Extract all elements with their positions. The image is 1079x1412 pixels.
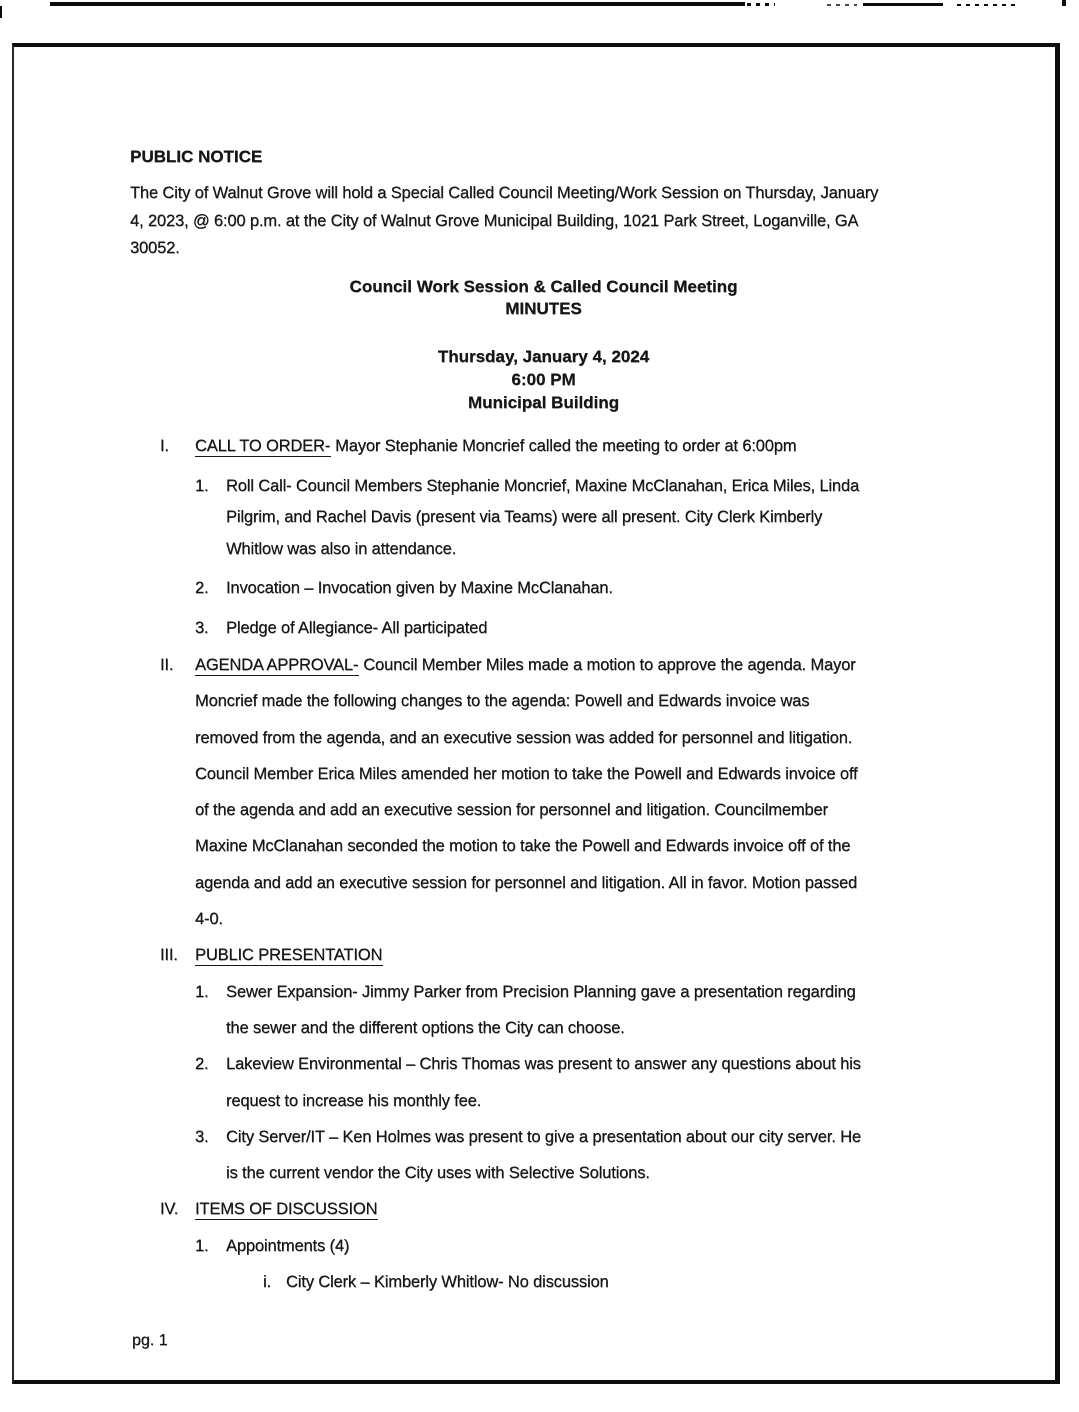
scan-artifact <box>827 4 857 6</box>
item-marker: 1. <box>195 1236 209 1255</box>
scan-artifact <box>1062 0 1066 6</box>
item-text <box>226 471 957 566</box>
item-line: Pilgrim, and Rachel Davis (present via Teams) were all present. City Clerk Kimberly <box>226 508 823 526</box>
notice-line: 30052. <box>130 239 180 257</box>
section-heading: ITEMS OF DISCUSSION <box>195 1200 378 1219</box>
item-line: Roll Call- Council Members Stephanie Moncrief, Maxine McClanahan, Erica Miles, Linda <box>226 476 860 495</box>
item-text <box>226 1228 957 1301</box>
section-body <box>195 937 957 1191</box>
section-heading-text: Mayor Stephanie Moncrief called the meeting to order at 6:00pm <box>335 436 797 455</box>
item-text <box>226 613 957 645</box>
item-line: City Server/IT – Ken Holmes was present to give a presentation about our city server. He <box>226 1127 861 1146</box>
section <box>130 647 957 937</box>
section-heading-text: Council Member Miles made a motion to approve the agenda. Mayor <box>363 656 856 674</box>
section <box>130 435 957 645</box>
list-item <box>195 1046 957 1119</box>
section-numeral: II. <box>160 656 174 674</box>
document-page <box>12 43 1060 1384</box>
item-line: Appointments (4) <box>226 1236 350 1255</box>
item-marker: 1. <box>195 982 209 1001</box>
item-marker: 3. <box>195 1127 209 1146</box>
section-heading-line <box>195 647 957 683</box>
item-line: request to increase his monthly fee. <box>226 1091 482 1110</box>
meeting-datetime <box>130 345 957 414</box>
scan-artifact <box>863 3 943 6</box>
section-heading-line <box>195 435 957 457</box>
section-heading-line <box>195 1191 957 1227</box>
section-numeral: III. <box>160 946 178 965</box>
section <box>130 1191 957 1300</box>
item-text <box>226 974 957 1047</box>
sections <box>130 435 957 1301</box>
section-numeral: IV. <box>160 1200 179 1219</box>
item-marker: 1. <box>195 476 209 495</box>
section-body <box>195 435 957 645</box>
meeting-location: Municipal Building <box>467 392 620 412</box>
section-body <box>195 1191 957 1300</box>
item-line: the sewer and the different options the City can choose. <box>226 1018 625 1037</box>
paragraph-line: Maxine McClanahan seconded the motion to take the Powell and Edwards invoice off of the <box>195 837 851 856</box>
item-line: Whitlow was also in attendance. <box>226 539 457 558</box>
list-item <box>195 613 957 645</box>
paragraph-line: Council Member Erica Miles amended her motion to take the Powell and Edwards invoice off <box>195 764 858 783</box>
item-marker: 2. <box>195 579 209 597</box>
scan-artifact <box>957 4 1017 6</box>
item-marker: 2. <box>195 1055 209 1074</box>
section-heading: CALL TO ORDER- <box>195 436 331 455</box>
subitem-text <box>286 1264 957 1300</box>
document-title-line: MINUTES <box>505 299 582 318</box>
section-heading: PUBLIC PRESENTATION <box>195 946 383 965</box>
subitem-line: City Clerk – Kimberly Whitlow- No discussion <box>286 1273 609 1292</box>
meeting-time: 6:00 PM <box>511 369 576 389</box>
list-item <box>195 1119 957 1192</box>
public-notice-heading: PUBLIC NOTICE <box>130 147 263 166</box>
item-marker: 3. <box>195 618 209 637</box>
list-item <box>195 974 957 1047</box>
section-heading: AGENDA APPROVAL- <box>195 656 359 674</box>
subitem-marker: i. <box>263 1273 271 1292</box>
scan-artifact <box>0 6 2 18</box>
notice-paragraph <box>130 180 957 263</box>
item-text <box>226 1046 957 1119</box>
section <box>130 937 957 1191</box>
notice-line: The City of Walnut Grove will hold a Special Called Council Meeting/Work Session on Thursday, January <box>130 184 879 202</box>
page-number: pg. 1 <box>132 1332 168 1349</box>
paragraph-line: Moncrief made the following changes to the agenda: Powell and Edwards invoice was <box>195 692 810 711</box>
item-text <box>226 1119 957 1192</box>
notice-line: 4, 2023, @ 6:00 p.m. at the City of Walnut Grove Municipal Building, 1021 Park Street, Loganville, GA <box>130 211 859 230</box>
item-line: Lakeview Environmental – Chris Thomas was present to answer any questions about his <box>226 1055 861 1074</box>
item-line: Pledge of Allegiance- All participated <box>226 618 488 637</box>
sub-item <box>263 1264 957 1300</box>
paragraph-line: 4-0. <box>195 910 223 929</box>
paragraph-line: agenda and add an executive session for personnel and litigation. All in favor. Motion passed <box>195 873 858 892</box>
document-title <box>130 276 957 321</box>
scan-artifact <box>50 2 745 6</box>
item-line: Sewer Expansion- Jimmy Parker from Precision Planning gave a presentation regarding <box>226 982 856 1001</box>
item-line: is the current vendor the City uses with Selective Solutions. <box>226 1164 650 1183</box>
section-body <box>195 647 957 937</box>
list-item <box>195 471 957 566</box>
section-numeral: I. <box>160 436 169 455</box>
item-line: Invocation – Invocation given by Maxine McClanahan. <box>226 579 613 597</box>
section-heading-line <box>195 937 957 973</box>
paragraph-line: of the agenda and add an executive session for personnel and litigation. Councilmember <box>195 801 828 820</box>
item-text <box>226 573 957 605</box>
scan-artifact <box>747 3 775 6</box>
paragraph-line: removed from the agenda, and an executive session was added for personnel and litigation. <box>195 728 853 747</box>
document-title-line: Council Work Session & Called Council Meeting <box>349 276 738 296</box>
meeting-date: Thursday, January 4, 2024 <box>437 346 650 366</box>
list-item <box>195 573 957 605</box>
list-item <box>195 1228 957 1301</box>
